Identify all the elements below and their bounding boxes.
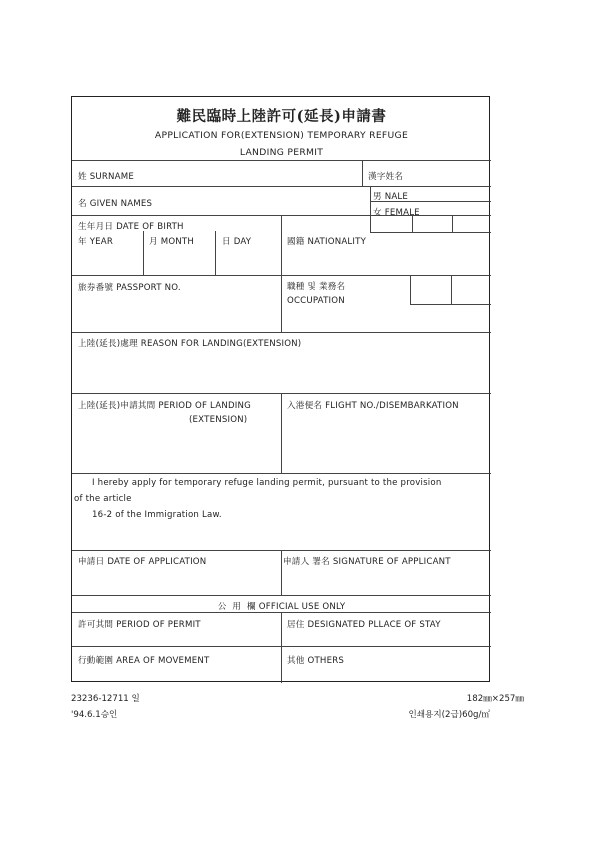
- flight-label: 入港便名 FLIGHT NO./DISEMBARKATION: [287, 401, 459, 411]
- rule-title: [72, 160, 491, 161]
- declaration-line-3: 16-2 of the Immigration Law.: [92, 510, 222, 520]
- rule-dob-nationality: [281, 215, 282, 275]
- occupation-label: OCCUPATION: [287, 296, 345, 306]
- rule-official-split: [281, 612, 282, 683]
- period-of-permit-label: 許可其間 PERIOD OF PERMIT: [78, 620, 201, 630]
- rule-surname-split: [362, 160, 363, 186]
- rule-occ-cell-a: [410, 275, 411, 304]
- approval-date: '94.6.1승인: [71, 710, 118, 720]
- year-label: 年 YEAR: [78, 237, 114, 247]
- passport-label: 旅券番號 PASSPORT NO.: [78, 283, 181, 293]
- rule-date-signature: [281, 550, 282, 595]
- period-extension-label: (EXTENSION): [189, 415, 248, 425]
- rule-passport: [72, 332, 491, 333]
- occupation-korean-label: 職種 및 業務名: [287, 282, 346, 292]
- female-label: 女 FEMALE: [373, 208, 420, 218]
- rule-sex-cells-bottom: [370, 232, 491, 233]
- signature-label: 申請人 署名 SIGNATURE OF APPLICANT: [283, 557, 451, 567]
- form-number: 23236-12711 일: [71, 694, 140, 704]
- others-label: 其他 OTHERS: [287, 656, 345, 666]
- date-of-birth-label: 生年月日 DATE OF BIRTH: [78, 222, 184, 232]
- rule-period: [72, 473, 491, 474]
- paper-spec: 인쇄용지(2급)60g/㎡: [408, 710, 490, 720]
- form-title-korean: 難民臨時上陸許可(延長)申請書: [176, 108, 387, 125]
- application-date-label: 申請日 DATE OF APPLICATION: [78, 557, 207, 567]
- official-use-heading: 公 用 欄 OFFICIAL USE ONLY: [217, 602, 346, 612]
- form-title-english-line2: LANDING PERMIT: [239, 147, 324, 158]
- day-label: 日 DAY: [222, 237, 252, 247]
- rule-occ-cells-bottom: [410, 304, 491, 305]
- declaration-line-1: I hereby apply for temporary refuge landing permit, pursuant to the provision: [92, 478, 442, 488]
- rule-sex-box-left: [370, 186, 371, 232]
- reason-label: 上陸(延長)處理 REASON FOR LANDING(EXTENSION): [78, 339, 302, 349]
- rule-sex-cell-b: [452, 215, 453, 232]
- nationality-label: 國籍 NATIONALITY: [287, 237, 367, 247]
- rule-occ-cell-b: [451, 275, 452, 304]
- area-of-movement-label: 行動範圍 AREA OF MOVEMENT: [78, 656, 210, 666]
- rule-year-month: [143, 231, 144, 275]
- male-label: 男 NALE: [373, 192, 409, 202]
- surname-label: 姓 SURNAME: [78, 172, 134, 182]
- paper-size: 182㎜×257㎜: [466, 694, 524, 704]
- chinese-name-label: 漢字姓名: [368, 172, 404, 182]
- declaration-line-2: of the article: [74, 494, 132, 504]
- form-title-english-line1: APPLICATION FOR(EXTENSION) TEMPORARY REFUGE: [154, 130, 409, 141]
- given-names-label: 名 GIVEN NAMES: [78, 199, 153, 209]
- rule-passport-occupation: [281, 275, 282, 332]
- month-label: 月 MONTH: [149, 237, 195, 247]
- period-of-landing-label: 上陸(延長)申請其間 PERIOD OF LANDING: [78, 401, 251, 411]
- rule-surname: [72, 186, 491, 187]
- rule-period-flight: [281, 393, 282, 473]
- rule-application-date: [72, 595, 491, 596]
- rule-month-day: [215, 231, 216, 275]
- designated-place-label: 居住 DESIGNATED PLLACE OF STAY: [287, 620, 441, 630]
- application-form: [71, 96, 490, 682]
